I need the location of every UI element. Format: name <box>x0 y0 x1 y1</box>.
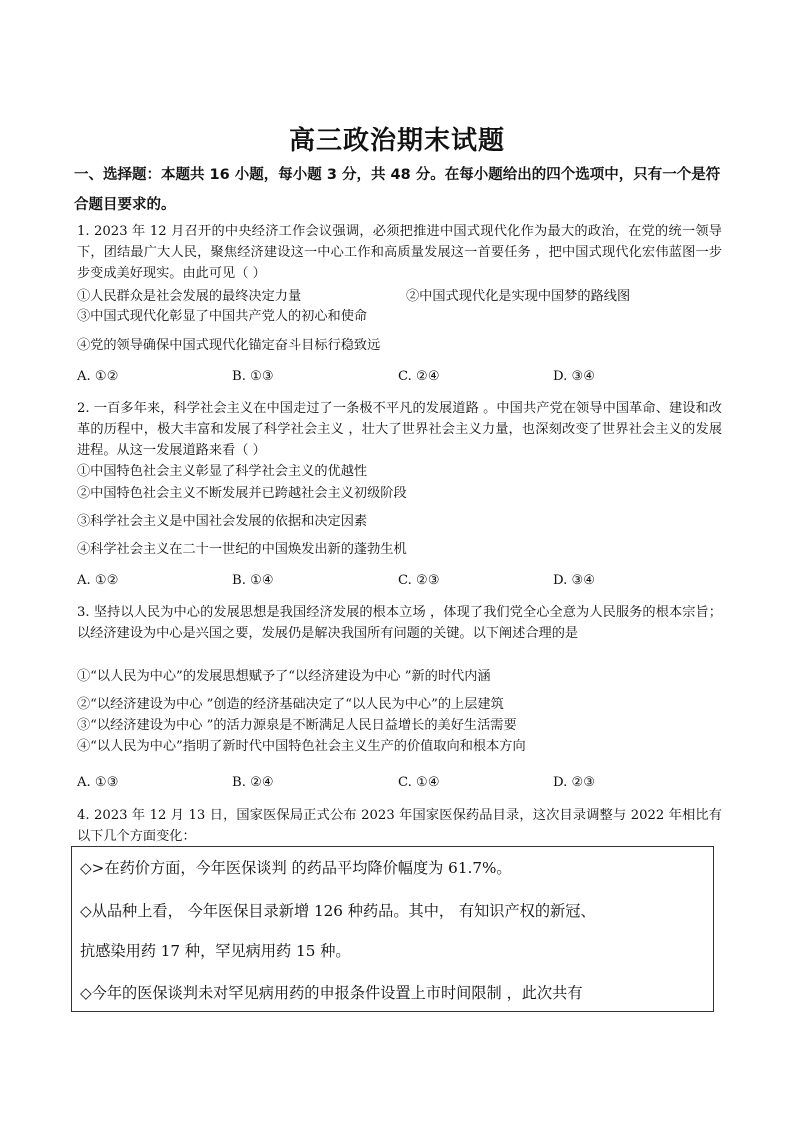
question-3-stem: 3. 坚持以人民为中心的发展思想是我国经济发展的根本立场 ，体现了我们党全心全意为人民服务的根本宗旨；以经济建设为中心是兴国之要，发展仍是解决我国所有问题的关键。以下阐述合理的是 <box>77 605 722 641</box>
question-3-option-d: D. ②③ <box>553 775 596 790</box>
question-2-option-a: A. ①② <box>77 573 119 588</box>
question-1-option-b: B. ①③ <box>232 369 274 384</box>
question-2-option-c: C. ②③ <box>398 573 440 588</box>
page-title: 高三政治期末试题 <box>288 126 505 156</box>
question-1-stem: 1. 2023 年 12 月召开的中央经济工作会议强调，必须把推进中国式现代化作为最大的政治，在党的统一领导下，团结最广大人民，聚焦经济建设这一中心工作和高质量发展这一首要任务 ，把中国式现代化宏伟蓝图一步步变成美好现实。由此可见（ ） <box>77 224 722 281</box>
question-3-option-a: A. ①③ <box>77 775 119 790</box>
question-2-stem: 2. 一百多年来，科学社会主义在中国走过了一条极不平凡的发展道路 。中国共产党在领导中国革命、建设和改革的历程中，极大丰富和发展了科学社会主义 ，壮大了世界社会主义力量，也深刻改变了世界社会主义的发展进程。从这一发展道路来看（ ） <box>77 401 722 458</box>
question-2-statement-1: ①中国特色社会主义彰显了科学社会主义的优越性 <box>77 464 368 479</box>
question-1-option-c: C. ②④ <box>398 369 440 384</box>
question-3-statement-3: ③“以经济建设为中心 ”的活力源泉是不断满足人民日益增长的美好生活需要 <box>77 718 517 733</box>
question-3-option-b: B. ②④ <box>232 775 274 790</box>
question-2-statement-2: ②中国特色社会主义不断发展并已跨越社会主义初级阶段 <box>77 486 407 501</box>
question-1-statement-4: ④党的领导确保中国式现代化锚定奋斗目标行稳致远 <box>77 338 381 353</box>
question-1-statement-3: ③中国式现代化彰显了中国共产党人的初心和使命 <box>77 309 368 324</box>
question-2-option-d: D. ③④ <box>553 573 596 588</box>
question-3-statement-2: ②“以经济建设为中心 ”创造的经济基础决定了“以人民为中心”的上层建筑 <box>77 697 504 712</box>
section-header: 一、选择题：本题共 16 小题，每小题 3 分，共 48 分。在每小题给出的四个选项中，只有一个是符合题目要求的。 <box>74 167 721 213</box>
question-2-option-b: B. ①④ <box>232 573 274 588</box>
question-3-option-c: C. ①④ <box>398 775 440 790</box>
question-4-info-box <box>71 846 714 1012</box>
question-1-statement-1: ①人民群众是社会发展的最终决定力量 <box>77 289 302 304</box>
info-box-line-1: ◇>在药价方面，今年医保谈判 的药品平均降价幅度为 61.7%。 <box>80 859 512 877</box>
question-1-option-a: A. ①② <box>77 369 119 384</box>
info-box-line-4: ◇今年的医保谈判未对罕见病用药的申报条件设置上市时间限制 ，此次共有 <box>80 984 583 1002</box>
question-1-option-d: D. ③④ <box>553 369 596 384</box>
question-2-statement-3: ③科学社会主义是中国社会发展的依据和决定因素 <box>77 514 368 529</box>
info-box-line-3: 抗感染用药 17 种，罕见病用药 15 种。 <box>80 942 351 960</box>
question-1-statement-2: ②中国式现代化是实现中国梦的路线图 <box>406 289 631 304</box>
question-2-statement-4: ④科学社会主义在二十一世纪的中国焕发出新的蓬勃生机 <box>77 542 407 557</box>
info-box-line-2: ◇从品种上看， 今年医保目录新增 126 种药品。其中， 有知识产权的新冠、 <box>80 902 596 920</box>
question-3-statement-4: ④“以人民为中心”指明了新时代中国特色社会主义生产的价值取向和根本方向 <box>77 739 526 754</box>
question-4-stem: 4. 2023 年 12 月 13 日，国家医保局正式公布 2023 年国家医保药品目录，这次目录调整与 2022 年相比有以下几个方面变化： <box>77 808 722 844</box>
question-3-statement-1: ①“以人民为中心”的发展思想赋予了“以经济建设为中心 ”新的时代内涵 <box>77 669 491 684</box>
